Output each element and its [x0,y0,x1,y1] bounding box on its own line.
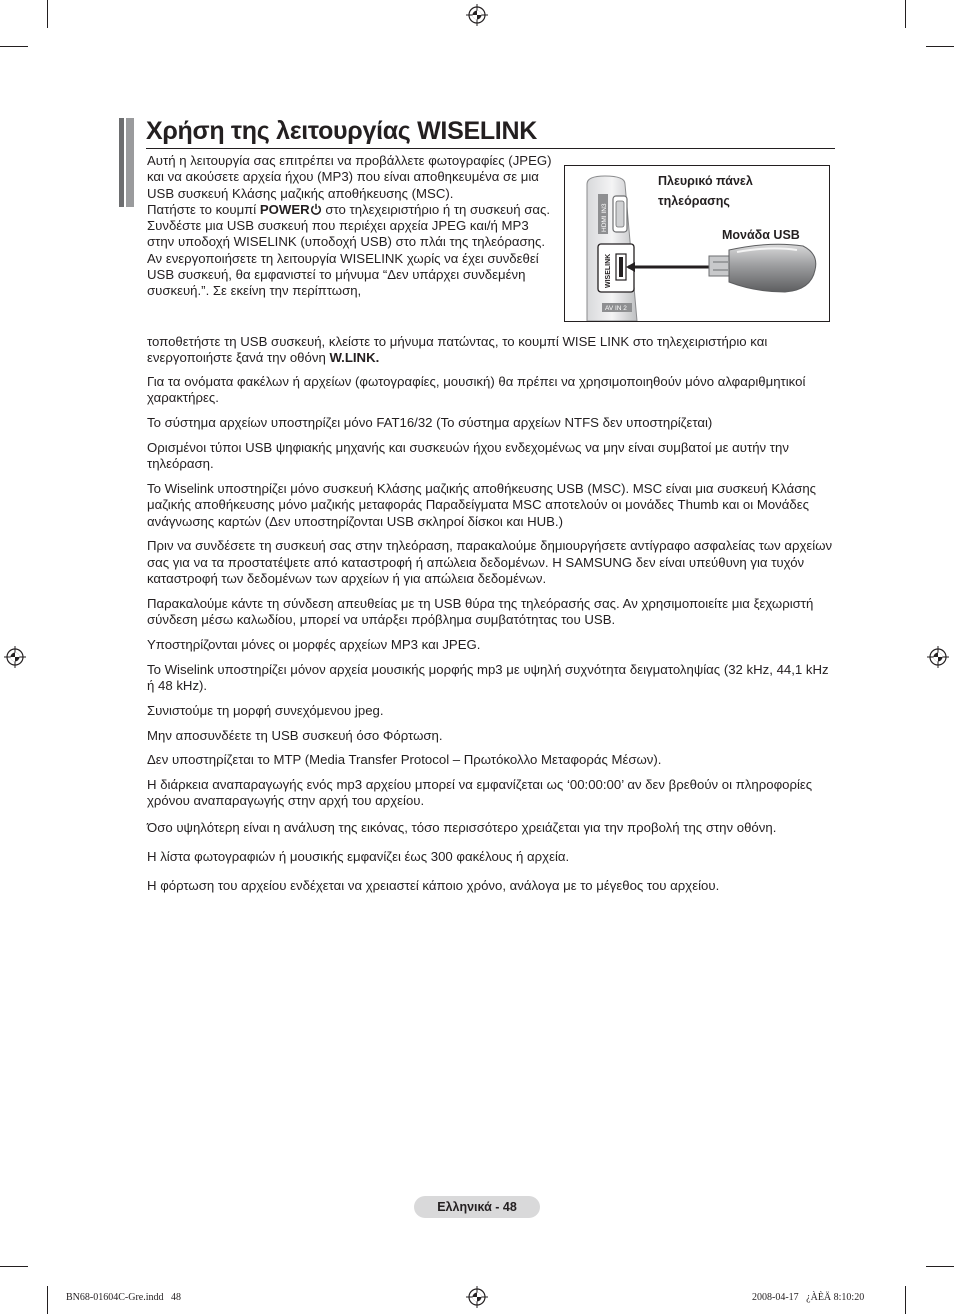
usb-connection-figure [564,165,830,322]
port-label-av: AV IN 2 [605,305,627,312]
note-paragraph: Πριν να συνδέσετε τη συσκευή σας στην τηλεόραση, παρακαλούμε δημιουργήσετε αντίγραφο ασφαλείας των αρχείων σας για να τα προστατέψετε από καταστροφή ή απώλεια δεδομένων. Η SAMSUNG δεν είναι υπεύθυνη για τυχόν καταστροφή των δεδομένων των αρχείων ή για απώλεια δεδομένων. [147,538,833,586]
usb-drive-label: Μονάδα USB [722,228,800,242]
power-button-label: POWER [259,201,310,217]
intro-paragraph: Αυτή η λειτουργία σας επιτρέπει να προβάλλετε φωτογραφίες (JPEG) και να ακούσετε αρχεία ήχου (MP3) που είναι αποθηκευμένα σε μια USB συσκευή Κλάσης μαζικής αποθήκευσης (MSC). [147,153,552,201]
note-paragraph: Παρακαλούμε κάντε τη σύνδεση απευθείας με τη USB θύρα της τηλεόρασής σας. Αν χρησιμοποιείτε μια ξεχωριστή σύνδεση μέσω καλωδίου, μπορεί να υπάρξει πρόβλημα συμβατότητας του USB. [147,595,814,628]
registration-mark-icon [927,646,949,668]
crop-mark [47,0,48,28]
note-paragraph: Η διάρκεια αναπαραγωγής ενός mp3 αρχείου μπορεί να εμφανίζεται ως ‘00:00:00’ αν δεν βρεθούν οι πληροφορίες χρόνου αναπαραγωγής στην αρχή του αρχείου. [147,777,813,809]
note-paragraph: Όσο υψηλότερη είναι η ανάλυση της εικόνας, τόσο περισσότερο χρειάζεται για την προβολή της στην οθόνη. [147,820,777,836]
note-paragraph: Το Wiselink υποστηρίζει μόνο συσκευή Κλάσης μαζικής αποθήκευσης USB (MSC). MSC είναι μια συσκευή Κλάσης μαζικής αποθήκευσης μόνο μαζικής μεταφοράς Παραδείγματα MSC αποτελούν οι μονάδες Thumb και οι Μονάδες ανάγνωσης καρτών (Δεν υποστηρίζονται USB σκληροί δίσκοι και HUB.) [147,480,817,529]
registration-mark-icon [466,4,488,26]
intro-paragraph: Αν ενεργοποιήσετε τη λειτουργία WISELINK χωρίς να έχει συνδεθεί USB συσκευή, θα εμφανιστεί το μήνυμα “Δεν υπάρχει συνδεμένη συσκευή.”. Σε εκείνη την περίπτωση, [147,250,539,299]
text-span: τοποθετήστε τη USB συσκευή, κλείστε το μήνυμα πατώντας, το κουμπί WISE LINK στο τηλεχειριστήριο και ενεργοποιήστε ξανά την οθόνη [147,334,768,366]
crop-mark [905,1286,906,1314]
side-panel-label: Πλευρικό πάνελ τηλεόρασης [658,174,753,208]
notes-list [147,374,837,902]
crop-mark [905,0,906,28]
note-paragraph: Για τα ονόματα φακέλων ή αρχείων (φωτογραφίες, μουσική) θα πρέπει να χρησιμοποιηθούν μόνο αλφαριθμητικοί χαρακτήρες. [147,374,806,406]
print-slug-right: 2008-04-17 ¿ÀÈÄ 8:10:20 [752,1292,865,1303]
page-title: Χρήση της λειτουργίας WISELINK [146,117,537,145]
intro-text [147,153,557,300]
crop-mark [47,1286,48,1314]
crop-mark [0,46,28,47]
registration-mark-icon [4,646,26,668]
text-span: στο τηλεχειριστήριο ή τη συσκευή σας. Συνδέστε μια USB συσκευή που περιέχει αρχεία JPEG και/ή MP3 στην υποδοχή WISELINK (υποδοχή USB) στο πλάι της τηλεόρασης. [147,201,550,250]
text-span: Πατήστε το κουμπί [147,201,260,217]
note-paragraph: Υποστηρίζονται μόνες οι μορφές αρχείων MP3 και JPEG. [147,636,481,652]
note-paragraph: Η λίστα φωτογραφιών ή μουσικής εμφανίζει έως 300 φακέλους ή αρχεία. [147,849,570,865]
note-paragraph: Ορισμένοι τύποι USB ψηφιακής μηχανής και συσκευών ήχου ενδεχομένως να μην είναι συμβατοί με αυτήν την τηλεόραση. [147,439,789,472]
intro-continuation [147,334,837,367]
crop-mark [926,46,954,47]
note-paragraph: Το σύστημα αρχείων υποστηρίζει μόνο FAT16/32 (Το σύστημα αρχείων NTFS δεν υποστηρίζεται) [147,415,713,431]
page-number-badge: Ελληνικά - 48 [414,1196,540,1218]
registration-mark-icon [466,1286,488,1308]
intro-paragraph [147,202,557,251]
crop-mark [926,1266,954,1267]
note-paragraph: Συνιστούμε τη μορφή συνεχόμενου jpeg. [147,702,384,718]
title-accent-bar [119,118,134,207]
title-underline [146,148,835,149]
power-icon [310,203,322,215]
note-paragraph: Η φόρτωση του αρχείου ενδέχεται να χρειαστεί κάποιο χρόνο, ανάλογα με το μέγεθος του αρχείου. [147,877,720,893]
note-paragraph: Το Wiselink υποστηρίζει μόνον αρχεία μουσικής μορφής mp3 με υψηλή συχνότητα δειγματοληψίας (32 kHz, 44,1 kHz ή 48 kHz). [147,661,829,693]
crop-mark [0,1266,28,1267]
port-label-hdmi: HDMI IN3 [601,203,608,232]
note-paragraph: Μην αποσυνδέετε τη USB συσκευή όσο Φόρτωση. [147,727,443,743]
port-label-wiselink: WISELINK [605,253,612,288]
intro-paragraph [147,334,837,367]
wlink-label: W.LINK. [329,350,380,366]
note-paragraph: Δεν υποστηρίζεται το MTP (Media Transfer Protocol – Πρωτόκολλο Μεταφοράς Μέσων). [147,752,662,768]
print-slug-left: BN68-01604C-Gre.indd 48 [66,1292,181,1303]
